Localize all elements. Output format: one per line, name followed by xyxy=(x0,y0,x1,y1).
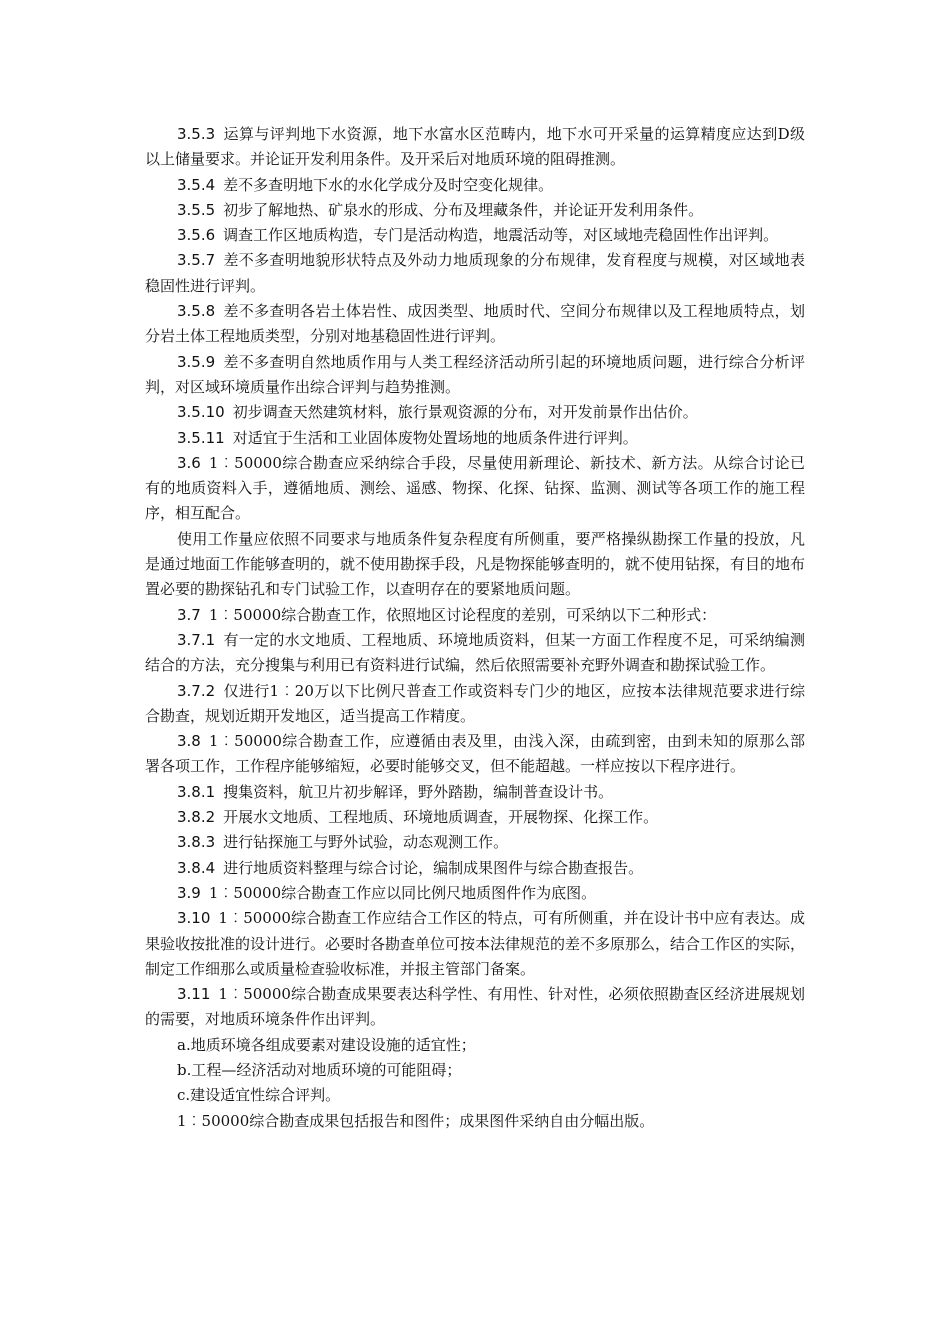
section-number: 3.5.8 xyxy=(177,302,216,321)
section-number: 3.5.7 xyxy=(177,251,216,270)
paragraph xyxy=(145,1109,805,1134)
section-number: 3.5.3 xyxy=(177,125,216,143)
paragraph-text: 进行地质资料整理与综合讨论，编制成果图件与综合勘查报告。 xyxy=(223,858,644,877)
paragraph xyxy=(145,881,805,906)
paragraph xyxy=(145,248,805,299)
paragraph-text: 1︰50000综合勘查应采纳综合手段，尽量使用新理论、新技术、新方法。从综合讨论已有的地质资料入手，遵循地质、测绘、遥感、物探、化探、钻探、监测、测试等各项工作的施工程序，相互配合。 xyxy=(145,453,805,523)
paragraph xyxy=(145,173,805,198)
paragraph-text: 1︰50000综合勘查成果包括报告和图件；成果图件采纳自由分幅出版。 xyxy=(177,1111,655,1130)
paragraph-text: 开展水文地质、工程地质、环境地质调查，开展物探、化探工作。 xyxy=(223,808,659,827)
section-number: 3.8.1 xyxy=(177,782,216,801)
section-number: 3.5.11 xyxy=(177,428,225,447)
paragraph xyxy=(145,451,805,527)
section-number: 3.10 xyxy=(177,909,211,928)
section-number: 3.5.9 xyxy=(177,352,216,371)
paragraph-text: 差不多查明各岩土体岩性、成因类型、地质时代、空间分布规律以及工程地质特点，划分岩土体工程地质类型，分别对地基稳固性进行评判。 xyxy=(145,302,805,346)
paragraph xyxy=(145,223,805,248)
section-number: 3.8.2 xyxy=(177,808,216,827)
section-number: 3.8.3 xyxy=(177,833,216,852)
paragraph xyxy=(145,729,805,780)
paragraph-text: 调查工作区地质构造，专门是活动构造，地震活动等，对区域地壳稳固性作出评判。 xyxy=(223,226,779,245)
paragraph xyxy=(145,299,805,350)
paragraph xyxy=(145,982,805,1033)
paragraph xyxy=(145,780,805,805)
section-number: 3.5.10 xyxy=(177,403,225,422)
section-number: 3.8.4 xyxy=(177,858,216,877)
list-item xyxy=(145,1083,805,1108)
paragraph-text: 有一定的水文地质、工程地质、环境地质资料，但某一方面工作程度不足，可采纳编测结合的方法，充分搜集与利用已有资料进行试编，然后依照需要补充野外调查和勘探试验工作。 xyxy=(145,630,805,675)
section-number: 3.7.1 xyxy=(177,630,216,649)
paragraph-text: 1︰50000综合勘查工作，依照地区讨论程度的差别，可采纳以下二种形式： xyxy=(208,605,717,624)
paragraph-text: 1︰50000综合勘查工作应以同比例尺地质图件作为底图。 xyxy=(208,883,597,902)
section-number: 3.6 xyxy=(177,453,201,472)
list-item xyxy=(145,1058,805,1083)
paragraph-text: c.建设适宜性综合评判。 xyxy=(177,1086,341,1105)
section-number: 3.5.4 xyxy=(177,175,216,194)
paragraph xyxy=(145,350,805,401)
paragraph xyxy=(145,856,805,881)
paragraph-text: 初步了解地热、矿泉水的形成、分布及埋藏条件，并论证开发利用条件。 xyxy=(223,200,704,219)
paragraph xyxy=(145,400,805,425)
paragraph-text: 搜集资料，航卫片初步解译，野外踏勘，编制普查设计书。 xyxy=(223,782,614,801)
section-number: 3.11 xyxy=(177,985,211,1004)
paragraph-text: 初步调查天然建筑材料，旅行景观资源的分布，对开发前景作出估价。 xyxy=(232,403,698,422)
paragraph xyxy=(145,906,805,982)
paragraph xyxy=(145,122,805,173)
paragraph-text: 差不多查明地下水的水化学成分及时空变化规律。 xyxy=(223,175,554,194)
paragraph-text: b.工程—经济活动对地质环境的可能阻碍； xyxy=(177,1060,462,1079)
paragraph xyxy=(145,198,805,223)
paragraph xyxy=(145,805,805,830)
paragraph xyxy=(145,426,805,451)
section-number: 3.7 xyxy=(177,605,201,624)
section-number: 3.8 xyxy=(177,732,201,751)
paragraph xyxy=(145,628,805,679)
paragraph-text: 运算与评判地下水资源，地下水富水区范畴内，地下水可开采量的运算精度应达到D级以上储量要求。并论证开发利用条件。及开采后对地质环境的阻碍推测。 xyxy=(145,125,805,169)
paragraph-text: 1︰50000综合勘查成果要表达科学性、有用性、针对性，必须依照勘查区经济进展规划的需要，对地质环境条件作出评判。 xyxy=(145,985,805,1029)
paragraph-text: 进行钻探施工与野外试验，动态观测工作。 xyxy=(223,833,509,852)
paragraph xyxy=(145,830,805,855)
paragraph-text: 对适宜于生活和工业固体废物处置场地的地质条件进行评判。 xyxy=(232,428,638,447)
section-number: 3.9 xyxy=(177,883,201,902)
paragraph-text: 1︰50000综合勘查工作应结合工作区的特点，可有所侧重，并在设计书中应有表达。成果验收按批准的设计进行。必要时各勘查单位可按本法律规范的差不多原那么，结合工作区的实际，制定工作细那么或质量检查验收标准，并报主管部门备案。 xyxy=(145,909,806,978)
paragraph-text: 1︰50000综合勘查工作，应遵循由表及里，由浅入深，由疏到密，由到未知的原那么部署各项工作，工作程序能够缩短，必要时能够交叉，但不能超越。一样应按以下程序进行。 xyxy=(145,732,805,776)
paragraph-text: 使用工作量应依照不同要求与地质条件复杂程度有所侧重，要严格操纵勘探工作量的投放，凡是通过地面工作能够查明的，就不使用勘探手段，凡是物探能够查明的，就不使用钻探，有目的地布置必要的勘探钻孔和专门试验工作，以查明存在的要紧地质问题。 xyxy=(145,529,806,599)
paragraph-text: 差不多查明地貌形状特点及外动力地质现象的分布规律，发育程度与规模，对区域地表稳固性进行评判。 xyxy=(145,251,805,295)
paragraph-text: 差不多查明自然地质作用与人类工程经济活动所引起的环境地质问题，进行综合分析评判，对区域环境质量作出综合评判与趋势推测。 xyxy=(145,352,805,396)
section-number: 3.7.2 xyxy=(177,681,216,700)
section-number: 3.5.5 xyxy=(177,200,216,219)
list-item xyxy=(145,1033,805,1058)
paragraph-text: a.地质环境各组成要素对建设设施的适宜性； xyxy=(177,1035,476,1054)
paragraph xyxy=(145,527,805,603)
paragraph-text: 仅进行1︰20万以下比例尺普查工作或资料专门少的地区，应按本法律规范要求进行综合勘查，规划近期开发地区，适当提高工作精度。 xyxy=(145,681,805,725)
paragraph xyxy=(145,603,805,628)
paragraph xyxy=(145,679,805,730)
section-number: 3.5.6 xyxy=(177,226,216,245)
document-body xyxy=(145,122,805,1134)
